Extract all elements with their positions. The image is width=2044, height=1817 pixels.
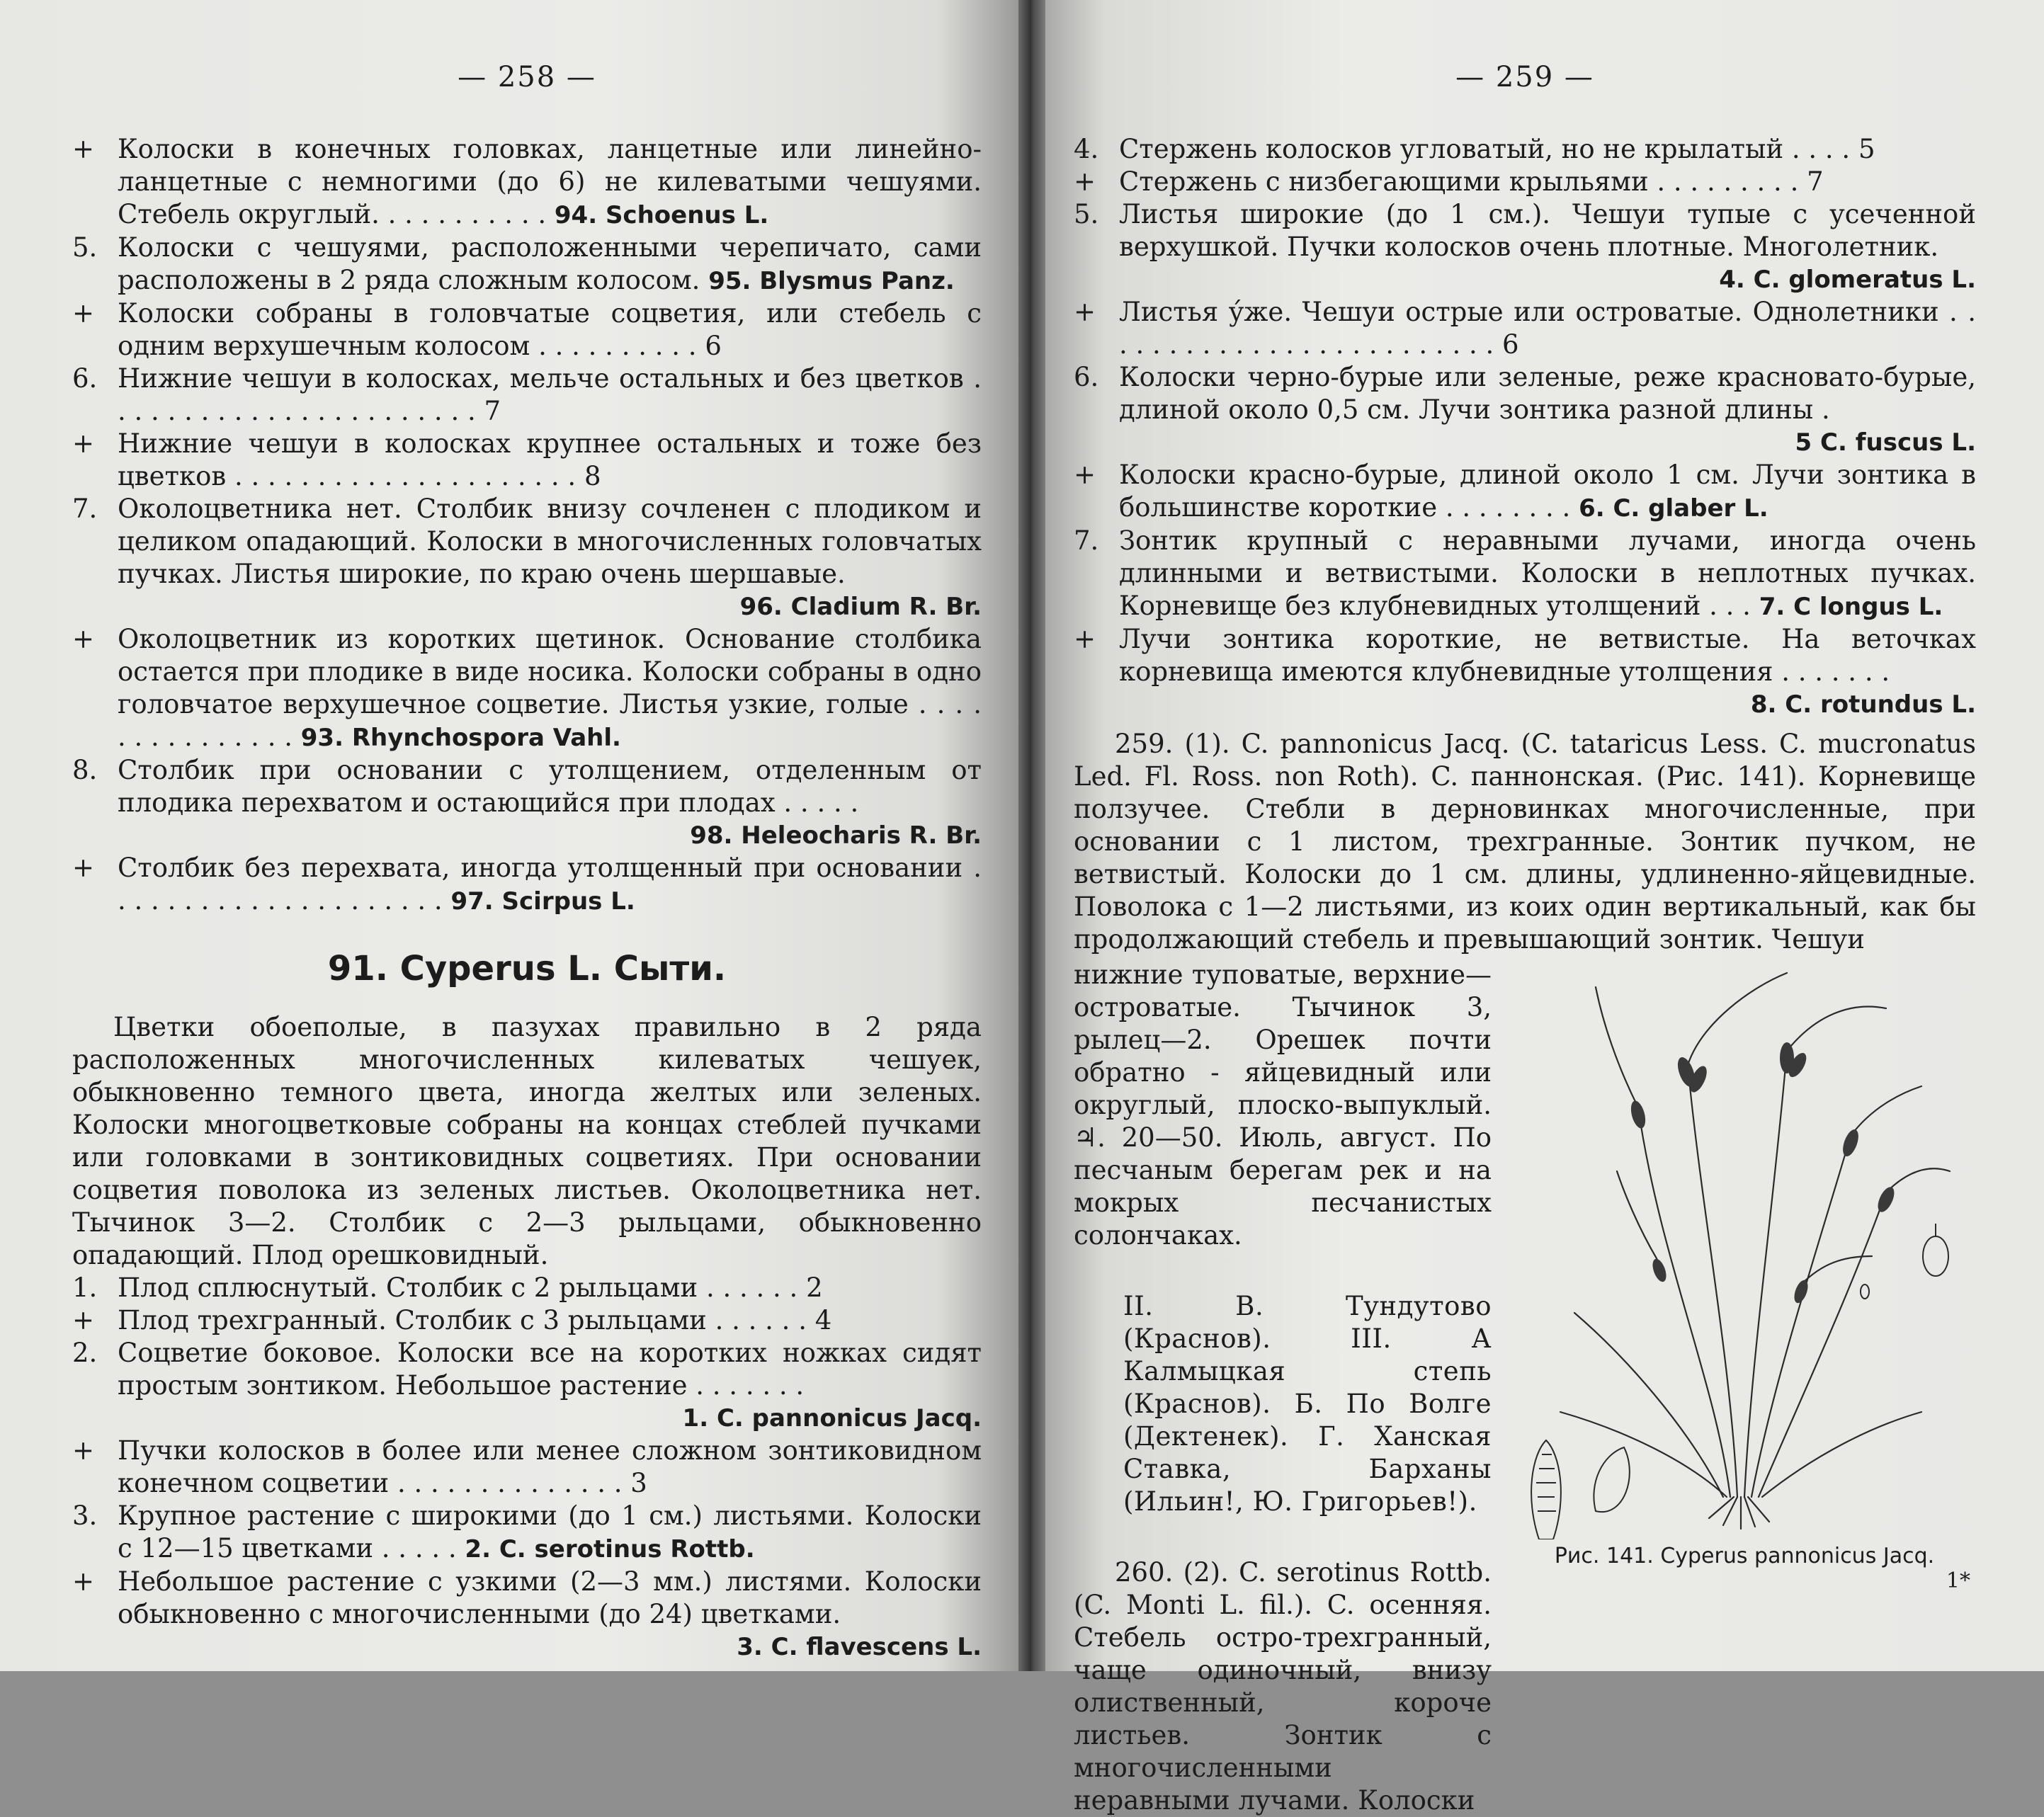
key-result: 8. C. rotundus L.: [1750, 690, 1976, 719]
key-result: 95. Blysmus Panz.: [708, 267, 955, 295]
key-result: 7. C longus L.: [1759, 593, 1943, 621]
key-result: 7: [1807, 166, 1824, 197]
species-figure-row: [1074, 959, 1976, 1817]
key-result: 4: [814, 1305, 832, 1335]
species-259-continued: нижние туповатые, верхние—островатые. Тычинок 3, рылец—2. Орешек почти обратно - яйцевидный или округлый, плоско-выпуклый. ♃. 20—50. Июль, август. По песчаным берегам рек и на мокрых песчанистых солончаках.: [1074, 959, 1492, 1251]
key-marker: +: [72, 428, 95, 459]
key-marker: +: [72, 624, 95, 654]
key-entry: [72, 754, 982, 852]
left-page: [0, 0, 1018, 1671]
key-marker: +: [1074, 460, 1096, 490]
key-result: 94. Schoenus L.: [554, 201, 769, 229]
key-marker: +: [1074, 624, 1096, 654]
key-text: Околоцветник из коротких щетинок. Основание столбика остается при плодике в виде носика. Колоски собраны в одно головчатое верхушечное соцветие. Листья узкие, голые . . . . . . . . . . . . . . .: [118, 624, 982, 752]
key-marker: 2.: [72, 1338, 98, 1368]
right-page: [1045, 0, 2044, 1816]
key-entry: [1074, 525, 1976, 623]
cyperus-illustration: [1518, 959, 1971, 1539]
key-entry: [72, 1304, 982, 1337]
genus-heading: 91. Cyperus L. Сыти.: [327, 949, 727, 989]
species-260-description: 260. (2). C. serotinus Rottb. (C. Monti L. fil.). C. осенняя. Стебель остро-трехгранный, чаще одиночный, внизу олиственный, короче листьев. Зонтик с многочисленными неравными лучами. Колоски: [1074, 1557, 1492, 1816]
key-text: Плод сплюснутый. Столбик с 2 рыльцами . . . . . .: [118, 1272, 798, 1303]
key-marker: +: [72, 853, 95, 883]
key-entry: [1074, 198, 1976, 296]
key-entry: [1074, 133, 1976, 166]
key-marker: 5.: [72, 232, 98, 263]
key-result: 3: [630, 1468, 647, 1498]
key-text: Соцветие боковое. Колоски все на коротких ножках сидят простым зонтиком. Небольшое растение . . . . . . .: [118, 1338, 982, 1401]
key-marker: +: [72, 1305, 95, 1335]
key-text: Стержень колосков угловатый, но не крылатый . . . .: [1119, 134, 1851, 164]
key-text: Нижние чешуи в колосках, мельче остальных и без цветков . . . . . . . . . . . . . . . . . . . . . . .: [118, 363, 982, 426]
key-text: Околоцветника нет. Столбик внизу сочленен с плодиком и целиком опадающий. Колоски в многочисленных головчатых пучках. Листья широкие, по краю очень шершавые.: [118, 494, 982, 589]
key-entry: [1074, 361, 1976, 459]
key-entry: [1074, 623, 1976, 721]
key-result: 97. Scirpus L.: [450, 887, 635, 916]
key-result: 98. Heleocharis R. Br.: [690, 821, 982, 850]
key-marker: +: [72, 298, 95, 329]
identification-key-continued: [1074, 133, 1976, 721]
key-result: 5 C. fuscus L.: [1795, 428, 1976, 457]
signature-mark: 1*: [1946, 1568, 1970, 1593]
key-result: 5: [1858, 134, 1875, 164]
key-result: 1. C. pannonicus Jacq.: [682, 1404, 982, 1432]
key-text: Крупное растение с широкими (до 1 см.) листьями. Колоски с 12—15 цветками . . . . .: [118, 1500, 982, 1563]
key-entry: [72, 1272, 982, 1304]
key-entry: [1074, 166, 1976, 198]
key-marker: +: [1074, 297, 1096, 327]
key-text: Пучки колосков в более или менее сложном зонтиковидном конечном соцветии . . . . . . . . . . . . . .: [118, 1435, 982, 1498]
key-text: Листья у́же. Чешуи острые или островатые. Однолетники . . . . . . . . . . . . . . . . . . . . . . . . .: [1119, 297, 1976, 360]
figure-141: [1513, 959, 1976, 1817]
key-result: 6: [705, 331, 722, 361]
key-marker: 8.: [72, 755, 98, 785]
page-number-left: — 258 —: [458, 61, 596, 93]
identification-key-bottom: [72, 1272, 982, 1663]
species-259-description: 259. (1). C. pannonicus Jacq. (C. tataricus Less. C. mucronatus Led. Fl. Ross. non Roth). C. паннонская. (Рис. 141). Корневище ползучее. Стебли в дерновинках многочисленные, при основании с 1 листом, трехгранные. Зонтик пучком, не ветвистый. Колоски до 1 см. длины, удлиненно-яйцевидные. Поволока с 1—2 листьями, из коих один вертикальный, как бы продолжающий стебель и превышающий зонтик. Чешуи: [1074, 729, 1976, 955]
key-entry: [72, 297, 982, 363]
species-text-column: [1074, 959, 1492, 1817]
identification-key-top: [72, 133, 982, 918]
key-entry: [72, 623, 982, 754]
key-text: Зонтик крупный с неравными лучами, иногда очень длинными и ветвистыми. Колоски в неплотных пучках. Корневище без клубневидных утолщений . . .: [1119, 525, 1976, 621]
key-result: 6. C. glaber L.: [1579, 494, 1768, 523]
page-number-right: — 259 —: [1455, 61, 1594, 93]
key-result: 3. C. flavescens L.: [737, 1633, 982, 1661]
key-text: Стержень с низбегающими крыльями . . . . . . . . .: [1119, 166, 1799, 197]
key-text: Столбик при основании с утолщением, отделенным от плодика перехватом и остающийся при плодах . . . . .: [118, 755, 982, 818]
key-marker: 6.: [72, 363, 98, 394]
key-marker: 6.: [1074, 362, 1099, 392]
key-marker: 3.: [72, 1500, 98, 1531]
key-entry: [72, 428, 982, 493]
genus-description: Цветки обоеполые, в пазухах правильно в 2 ряда расположенных многочисленных килеватых чешуек, обыкновенно темного цвета, иногда желтых или зеленых. Колоски многоцветковые собраны на концах стеблей пучками или головками в зонтиковидных соцветиях. При основании соцветия поволока из зеленых листьев. Околоцветника нет. Тычинок 3—2. Столбик с 2—3 рыльцами, обыкновенно опадающий. Плод орешковидный.: [72, 1012, 982, 1270]
key-result: 8: [584, 461, 601, 491]
key-text: Колоски в конечных головках, ланцетные или линейно-ланцетные с немногими (до 6) не килеватыми чешуями. Стебель округлый. . . . . . . . . . .: [118, 134, 982, 229]
key-result: 2: [806, 1272, 823, 1303]
key-text: Небольшое растение с узкими (2—3 мм.) листями. Колоски обыкновенно с многочисленными (до 24) цветками.: [118, 1566, 982, 1629]
key-result: 4. C. glomeratus L.: [1719, 266, 1976, 294]
key-marker: 5.: [1074, 199, 1099, 229]
key-marker: 1.: [72, 1272, 98, 1303]
key-marker: +: [72, 1566, 95, 1597]
key-result: 6: [1502, 329, 1519, 360]
species-localities: II. В. Тундутово (Краснов). III. А Калмыцкая степь (Краснов). Б. По Волге (Дектенек). Г. Ханская Ставка, Барханы (Ильин!, Ю. Григорьев!).: [1123, 1291, 1492, 1517]
key-entry: [72, 232, 982, 297]
key-marker: 7.: [72, 494, 98, 524]
key-result: 7: [484, 396, 501, 426]
key-text: Столбик без перехвата, иногда утолщенный при основании . . . . . . . . . . . . . . . . . . . . .: [118, 853, 982, 916]
key-entry: [72, 133, 982, 232]
key-entry: [72, 1566, 982, 1663]
key-entry: [1074, 459, 1976, 525]
key-entry: [72, 1337, 982, 1435]
key-result: 2. C. serotinus Rottb.: [465, 1535, 755, 1563]
key-text: Колоски с чешуями, расположенными черепичато, сами расположены в 2 ряда сложным колосом.: [118, 232, 982, 295]
key-marker: +: [72, 1435, 95, 1466]
key-result: 93. Rhynchospora Vahl.: [300, 724, 621, 752]
key-text: Листья широкие (до 1 см.). Чешуи тупые с усеченной верхушкой. Пучки колосков очень плотные. Многолетник.: [1119, 199, 1976, 262]
figure-caption: Рис. 141. Cyperus pannonicus Jacq.: [1554, 1544, 1935, 1568]
key-text: Колоски собраны в головчатые соцветия, или стебель с одним верхушечным колосом . . . . . . . . . .: [118, 298, 982, 361]
key-entry: [72, 363, 982, 428]
key-marker: +: [1074, 166, 1096, 197]
key-entry: [72, 1435, 982, 1500]
key-text: Колоски красно-бурые, длиной около 1 см. Лучи зонтика в большинстве короткие . . . . . . . .: [1119, 460, 1976, 523]
key-result: 96. Cladium R. Br.: [739, 593, 982, 621]
key-entry: [72, 1500, 982, 1566]
key-marker: 7.: [1074, 525, 1099, 556]
key-entry: [1074, 296, 1976, 361]
key-entry: [72, 852, 982, 918]
key-text: Лучи зонтика короткие, не ветвистые. На веточках корневища имеются клубневидные утолщения . . . . . . .: [1119, 624, 1976, 687]
key-marker: 4.: [1074, 134, 1099, 164]
key-text: Плод трехгранный. Столбик с 3 рыльцами . . . . . .: [118, 1305, 807, 1335]
key-text: Нижние чешуи в колосках крупнее остальных и тоже без цветков . . . . . . . . . . . . . . . . . . . . .: [118, 428, 982, 491]
key-entry: [72, 493, 982, 623]
book-gutter: [1018, 0, 1045, 1671]
key-text: Колоски черно-бурые или зеленые, реже красновато-бурые, длиной около 0,5 см. Лучи зонтика разной длины .: [1119, 362, 1976, 425]
key-marker: +: [72, 134, 95, 164]
